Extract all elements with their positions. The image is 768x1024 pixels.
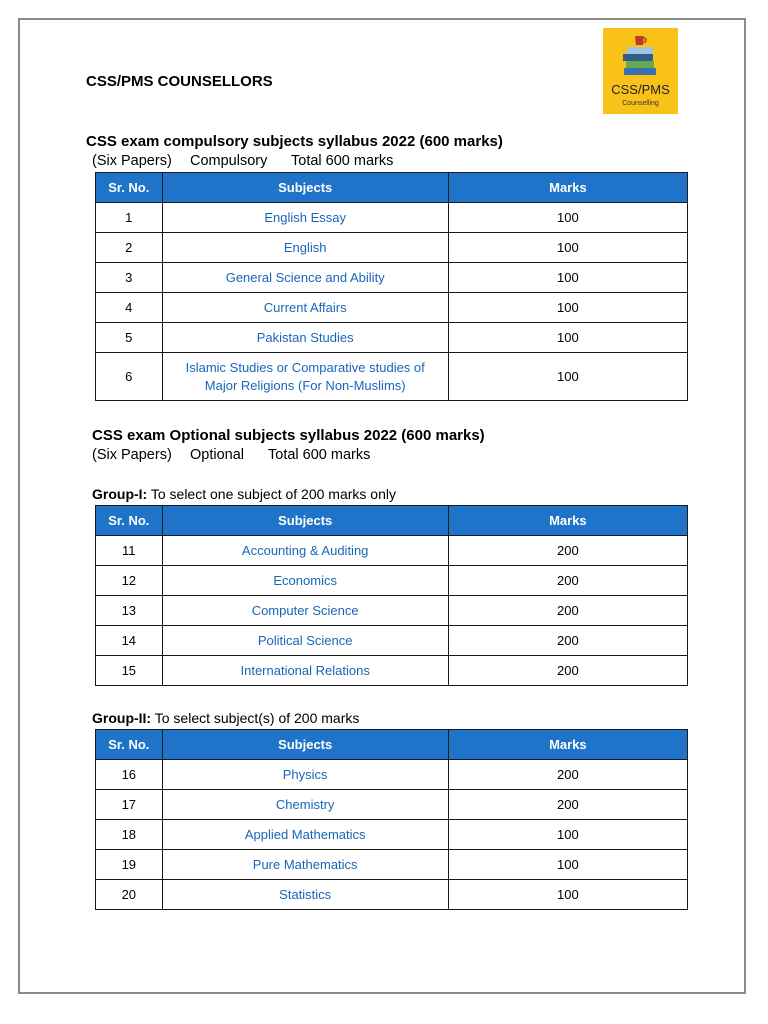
row-subject-link[interactable]: Applied Mathematics bbox=[162, 820, 448, 850]
header-sr: Sr. No. bbox=[96, 730, 163, 760]
row-marks: 200 bbox=[448, 656, 687, 686]
row-sr: 11 bbox=[96, 536, 163, 566]
group2-heading bbox=[92, 710, 359, 726]
group2-desc: To select subject(s) of 200 marks bbox=[154, 710, 360, 726]
row-subject-link[interactable]: Physics bbox=[162, 760, 448, 790]
logo bbox=[603, 28, 678, 114]
group1-table bbox=[95, 505, 688, 686]
table-row bbox=[96, 790, 688, 820]
row-subject-link[interactable]: Computer Science bbox=[162, 596, 448, 626]
optional-total: Total 600 marks bbox=[268, 447, 371, 463]
header-sr: Sr. No. bbox=[96, 173, 163, 203]
row-sr: 16 bbox=[96, 760, 163, 790]
row-subject-link[interactable]: Statistics bbox=[162, 880, 448, 910]
group1-label: Group-I: bbox=[92, 486, 148, 502]
row-sr: 17 bbox=[96, 790, 163, 820]
optional-title: CSS exam Optional subjects syllabus 2022 (600 marks) bbox=[92, 427, 485, 444]
row-marks: 100 bbox=[448, 323, 687, 353]
compulsory-title: CSS exam compulsory subjects syllabus 2022 (600 marks) bbox=[86, 133, 503, 150]
row-subject-link[interactable]: Current Affairs bbox=[162, 293, 448, 323]
row-sr: 12 bbox=[96, 566, 163, 596]
table-row bbox=[96, 850, 688, 880]
row-marks: 200 bbox=[448, 760, 687, 790]
row-marks: 100 bbox=[448, 293, 687, 323]
row-marks: 200 bbox=[448, 596, 687, 626]
table-row bbox=[96, 263, 688, 293]
row-subject-link[interactable]: English Essay bbox=[162, 203, 448, 233]
row-subject-link[interactable]: Islamic Studies or Comparative studies of Major Religions (For Non-Muslims) bbox=[162, 353, 448, 401]
row-sr: 18 bbox=[96, 820, 163, 850]
compulsory-total: Total 600 marks bbox=[291, 153, 394, 169]
row-sr: 6 bbox=[96, 353, 163, 401]
row-subject-link[interactable]: English bbox=[162, 233, 448, 263]
row-subject-link[interactable]: Accounting & Auditing bbox=[162, 536, 448, 566]
group1-desc: To select one subject of 200 marks only bbox=[150, 486, 396, 502]
row-marks: 200 bbox=[448, 626, 687, 656]
row-sr: 19 bbox=[96, 850, 163, 880]
row-marks: 100 bbox=[448, 203, 687, 233]
row-subject-link[interactable]: Pure Mathematics bbox=[162, 850, 448, 880]
table-row bbox=[96, 293, 688, 323]
row-marks: 200 bbox=[448, 790, 687, 820]
table-row bbox=[96, 203, 688, 233]
page-title: CSS/PMS COUNSELLORS bbox=[86, 73, 273, 90]
row-subject-link[interactable]: Chemistry bbox=[162, 790, 448, 820]
logo-text: CSS/PMS bbox=[611, 82, 670, 97]
header-subjects: Subjects bbox=[162, 173, 448, 203]
optional-papers: (Six Papers) bbox=[92, 447, 172, 463]
header-marks: Marks bbox=[448, 730, 687, 760]
row-marks: 100 bbox=[448, 263, 687, 293]
table-header-row bbox=[96, 506, 688, 536]
table-row bbox=[96, 626, 688, 656]
compulsory-table bbox=[95, 172, 688, 401]
header-subjects: Subjects bbox=[162, 730, 448, 760]
row-marks: 200 bbox=[448, 536, 687, 566]
row-marks: 200 bbox=[448, 566, 687, 596]
row-sr: 2 bbox=[96, 233, 163, 263]
row-sr: 13 bbox=[96, 596, 163, 626]
row-marks: 100 bbox=[448, 880, 687, 910]
compulsory-type: Compulsory bbox=[190, 153, 268, 169]
table-header-row bbox=[96, 173, 688, 203]
compulsory-papers: (Six Papers) bbox=[92, 153, 172, 169]
row-sr: 5 bbox=[96, 323, 163, 353]
header-subjects: Subjects bbox=[162, 506, 448, 536]
row-sr: 20 bbox=[96, 880, 163, 910]
row-sr: 15 bbox=[96, 656, 163, 686]
table-row bbox=[96, 233, 688, 263]
row-marks: 100 bbox=[448, 820, 687, 850]
table-row bbox=[96, 536, 688, 566]
group2-table bbox=[95, 729, 688, 910]
row-sr: 3 bbox=[96, 263, 163, 293]
table-header-row bbox=[96, 730, 688, 760]
logo-subtext: Counselling bbox=[622, 100, 659, 107]
table-row bbox=[96, 760, 688, 790]
table-row bbox=[96, 566, 688, 596]
header-marks: Marks bbox=[448, 173, 687, 203]
row-marks: 100 bbox=[448, 233, 687, 263]
row-sr: 14 bbox=[96, 626, 163, 656]
row-subject-link[interactable]: Economics bbox=[162, 566, 448, 596]
table-row bbox=[96, 820, 688, 850]
row-marks: 100 bbox=[448, 850, 687, 880]
row-subject-link[interactable]: Political Science bbox=[162, 626, 448, 656]
table-row bbox=[96, 353, 688, 401]
header-marks: Marks bbox=[448, 506, 687, 536]
table-row bbox=[96, 596, 688, 626]
header-sr: Sr. No. bbox=[96, 506, 163, 536]
table-row bbox=[96, 323, 688, 353]
row-subject-link[interactable]: Pakistan Studies bbox=[162, 323, 448, 353]
group1-heading bbox=[92, 486, 396, 502]
row-sr: 4 bbox=[96, 293, 163, 323]
optional-type: Optional bbox=[190, 447, 245, 463]
table-row bbox=[96, 880, 688, 910]
row-marks: 100 bbox=[448, 353, 687, 401]
row-sr: 1 bbox=[96, 203, 163, 233]
table-row bbox=[96, 656, 688, 686]
group2-label: Group-II: bbox=[92, 710, 152, 726]
row-subject-link[interactable]: General Science and Ability bbox=[162, 263, 448, 293]
row-subject-link[interactable]: International Relations bbox=[162, 656, 448, 686]
